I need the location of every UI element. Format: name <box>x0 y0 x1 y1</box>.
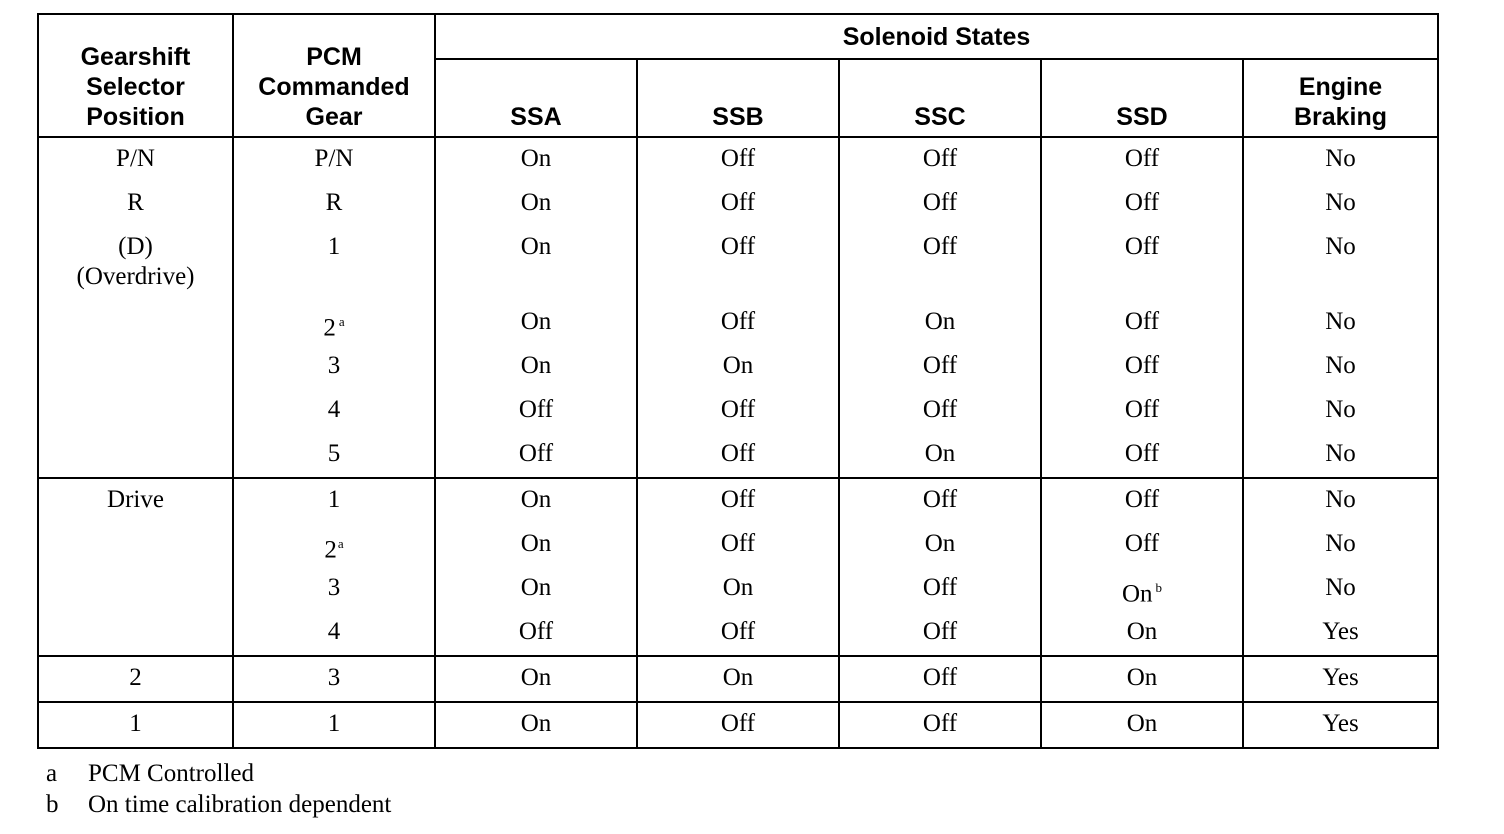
braking-cell: Yes <box>1243 611 1438 656</box>
ssa-cell: On <box>435 478 637 523</box>
ssb-cell: Off <box>637 611 839 656</box>
ssd-cell: On <box>1041 611 1243 656</box>
ssd-cell: On <box>1041 702 1243 748</box>
ssa-cell: On <box>435 345 637 389</box>
table-row <box>38 702 1438 748</box>
braking-cell: No <box>1243 345 1438 389</box>
braking-cell: No <box>1243 433 1438 478</box>
table-row <box>38 345 1438 389</box>
footnote-marker: a <box>337 536 344 551</box>
ssd-cell: Off <box>1041 226 1243 301</box>
braking-cell: No <box>1243 301 1438 345</box>
ssb-cell: Off <box>637 702 839 748</box>
position-cell: Drive <box>38 478 233 523</box>
braking-cell: No <box>1243 137 1438 182</box>
ssa-cell: Off <box>435 389 637 433</box>
footnote-key: a <box>46 760 58 787</box>
position-cell <box>38 567 233 611</box>
position-cell <box>38 433 233 478</box>
ssc-cell: Off <box>839 567 1041 611</box>
footnote-b <box>46 789 391 820</box>
position-cell: P/N <box>38 137 233 182</box>
braking-cell: No <box>1243 478 1438 523</box>
ssa-cell: On <box>435 567 637 611</box>
table-row <box>38 567 1438 611</box>
header-ssa: SSA <box>435 59 637 137</box>
gear-cell: 4 <box>233 389 435 433</box>
gear-cell: 4 <box>233 611 435 656</box>
ssc-cell: Off <box>839 611 1041 656</box>
ssb-cell: Off <box>637 523 839 567</box>
ssa-cell: On <box>435 656 637 702</box>
position-cell: 1 <box>38 702 233 748</box>
position-cell: R <box>38 182 233 226</box>
ssc-cell: On <box>839 433 1041 478</box>
table-row <box>38 433 1438 478</box>
ssc-cell: Off <box>839 226 1041 301</box>
position-cell <box>38 389 233 433</box>
ssc-cell: On <box>839 523 1041 567</box>
braking-cell: Yes <box>1243 702 1438 748</box>
footnote-text: PCM Controlled <box>88 760 254 787</box>
ssa-cell: Off <box>435 433 637 478</box>
header-ssc: SSC <box>839 59 1041 137</box>
gear-cell: 1 <box>233 226 435 301</box>
ssb-cell: Off <box>637 301 839 345</box>
ssb-cell: Off <box>637 433 839 478</box>
table-row <box>38 523 1438 567</box>
gear-cell: 2 $^a$ <box>233 301 435 345</box>
gear-cell: R <box>233 182 435 226</box>
ssd-cell: Off <box>1041 523 1243 567</box>
braking-cell: No <box>1243 182 1438 226</box>
header-pcm-commanded-gear: PCM Commanded Gear <box>233 14 435 137</box>
ssc-cell: Off <box>839 702 1041 748</box>
position-cell <box>38 345 233 389</box>
ssa-cell: On <box>435 702 637 748</box>
gear-cell: 1 <box>233 478 435 523</box>
table-row <box>38 182 1438 226</box>
position-cell <box>38 301 233 345</box>
footnote-marker: b <box>1155 580 1163 595</box>
gear-cell: 3 <box>233 567 435 611</box>
ssc-cell: Off <box>839 478 1041 523</box>
table-row <box>38 389 1438 433</box>
ssb-cell: On <box>637 345 839 389</box>
table-row <box>38 611 1438 656</box>
ssa-cell: On <box>435 182 637 226</box>
ssd-cell: On $^b$ <box>1041 567 1243 611</box>
ssb-cell: Off <box>637 226 839 301</box>
solenoid-states-table <box>37 13 1439 749</box>
braking-cell: Yes <box>1243 656 1438 702</box>
position-cell: 2 <box>38 656 233 702</box>
footnote-text: On time calibration dependent <box>88 791 392 818</box>
header-ssd: SSD <box>1041 59 1243 137</box>
ssb-cell: Off <box>637 478 839 523</box>
gear-cell: P/N <box>233 137 435 182</box>
table-row <box>38 226 1438 301</box>
ssd-cell: On <box>1041 656 1243 702</box>
ssa-cell: On <box>435 137 637 182</box>
gear-cell: 2$^a$ <box>233 523 435 567</box>
ssd-cell: Off <box>1041 433 1243 478</box>
braking-cell: No <box>1243 389 1438 433</box>
ssc-cell: On <box>839 301 1041 345</box>
header-ssb: SSB <box>637 59 839 137</box>
braking-cell: No <box>1243 567 1438 611</box>
gear-cell: 3 <box>233 656 435 702</box>
ssa-cell: On <box>435 226 637 301</box>
position-cell <box>38 611 233 656</box>
footnotes <box>46 758 391 820</box>
position-cell: (D) (Overdrive) <box>38 226 233 301</box>
ssa-cell: Off <box>435 611 637 656</box>
braking-cell: No <box>1243 226 1438 301</box>
ssd-cell: Off <box>1041 478 1243 523</box>
ssc-cell: Off <box>839 182 1041 226</box>
braking-cell: No <box>1243 523 1438 567</box>
header-solenoid-states: Solenoid States <box>435 14 1438 59</box>
ssd-cell: Off <box>1041 389 1243 433</box>
ssb-cell: On <box>637 567 839 611</box>
ssb-cell: Off <box>637 182 839 226</box>
footnote-key: b <box>46 791 59 818</box>
header-engine-braking: Engine Braking <box>1243 59 1438 137</box>
gear-cell: 1 <box>233 702 435 748</box>
footnote-marker: a <box>338 314 345 329</box>
table-row <box>38 301 1438 345</box>
ssd-cell: Off <box>1041 137 1243 182</box>
ssa-cell: On <box>435 301 637 345</box>
ssc-cell: Off <box>839 345 1041 389</box>
ssb-cell: Off <box>637 389 839 433</box>
ssa-cell: On <box>435 523 637 567</box>
ssc-cell: Off <box>839 656 1041 702</box>
ssd-cell: Off <box>1041 345 1243 389</box>
table-row <box>38 137 1438 182</box>
gear-cell: 3 <box>233 345 435 389</box>
ssd-cell: Off <box>1041 182 1243 226</box>
ssb-cell: On <box>637 656 839 702</box>
table-row <box>38 656 1438 702</box>
ssc-cell: Off <box>839 137 1041 182</box>
gear-cell: 5 <box>233 433 435 478</box>
ssc-cell: Off <box>839 389 1041 433</box>
ssb-cell: Off <box>637 137 839 182</box>
header-gearshift-selector-position: Gearshift Selector Position <box>38 14 233 137</box>
footnote-a <box>46 758 391 789</box>
table-row <box>38 478 1438 523</box>
ssd-cell: Off <box>1041 301 1243 345</box>
position-cell <box>38 523 233 567</box>
